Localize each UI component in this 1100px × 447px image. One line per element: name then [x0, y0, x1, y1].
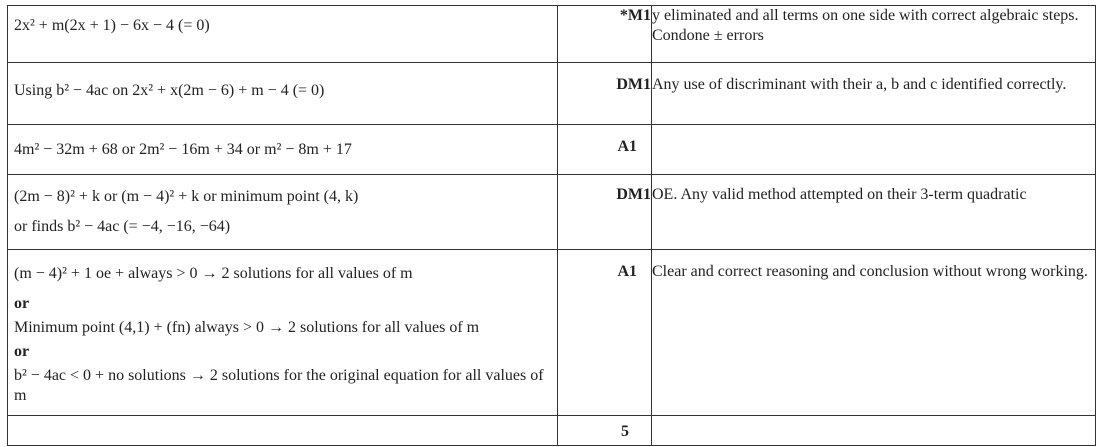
working-cell: [8, 125, 558, 175]
working-line: 4m² − 32m + 68 or 2m² − 16m + 34 or m² − 8m + 17: [14, 141, 352, 158]
notes-cell: y eliminated and all terms on one side with correct algebraic steps. Condone ± errors: [652, 6, 1096, 63]
mark-cell: DM1: [558, 63, 652, 125]
mark-cell: *M1: [558, 6, 652, 63]
table-row: [8, 6, 1096, 63]
working-line: or finds b² − 4ac (= −4, −16, −64): [14, 218, 231, 235]
working-line: (2m − 8)² + k or (m − 4)² + k or minimum point (4, k): [14, 188, 359, 205]
working-cell: [8, 63, 558, 125]
working-cell: [8, 175, 558, 250]
mark-scheme-table: [7, 5, 1096, 446]
notes-cell: [652, 416, 1096, 446]
working-line: Minimum point (4,1) + (fn) always > 0 → 2 solutions for all values of m: [14, 319, 480, 336]
notes-cell: OE. Any valid method attempted on their 3-term quadratic: [652, 175, 1096, 250]
working-cell: [8, 250, 558, 416]
table-row: [8, 125, 1096, 175]
table-row: [8, 250, 1096, 416]
total-mark-cell: 5: [558, 416, 652, 446]
working-cell: [8, 6, 558, 63]
notes-cell: [652, 125, 1096, 175]
working-line: 2x² + m(2x + 1) − 6x − 4 (= 0): [14, 17, 210, 34]
table-row: [8, 416, 1096, 446]
table-row: [8, 63, 1096, 125]
mark-cell: A1: [558, 250, 652, 416]
working-line: b² − 4ac < 0 + no solutions → 2 solutions for the original equation for all values of m: [14, 367, 544, 404]
mark-cell: DM1: [558, 175, 652, 250]
notes-cell: Any use of discriminant with their a, b and c identified correctly.: [652, 63, 1096, 125]
mark-cell: A1: [558, 125, 652, 175]
working-line: Using b² − 4ac on 2x² + x(2m − 6) + m − 4 (= 0): [14, 82, 325, 99]
working-line: or: [14, 295, 30, 312]
working-cell: [8, 416, 558, 446]
notes-cell: Clear and correct reasoning and conclusion without wrong working.: [652, 250, 1096, 416]
working-line: (m − 4)² + 1 oe + always > 0 → 2 solutions for all values of m: [14, 265, 413, 282]
table-row: [8, 175, 1096, 250]
working-line: or: [14, 343, 30, 360]
